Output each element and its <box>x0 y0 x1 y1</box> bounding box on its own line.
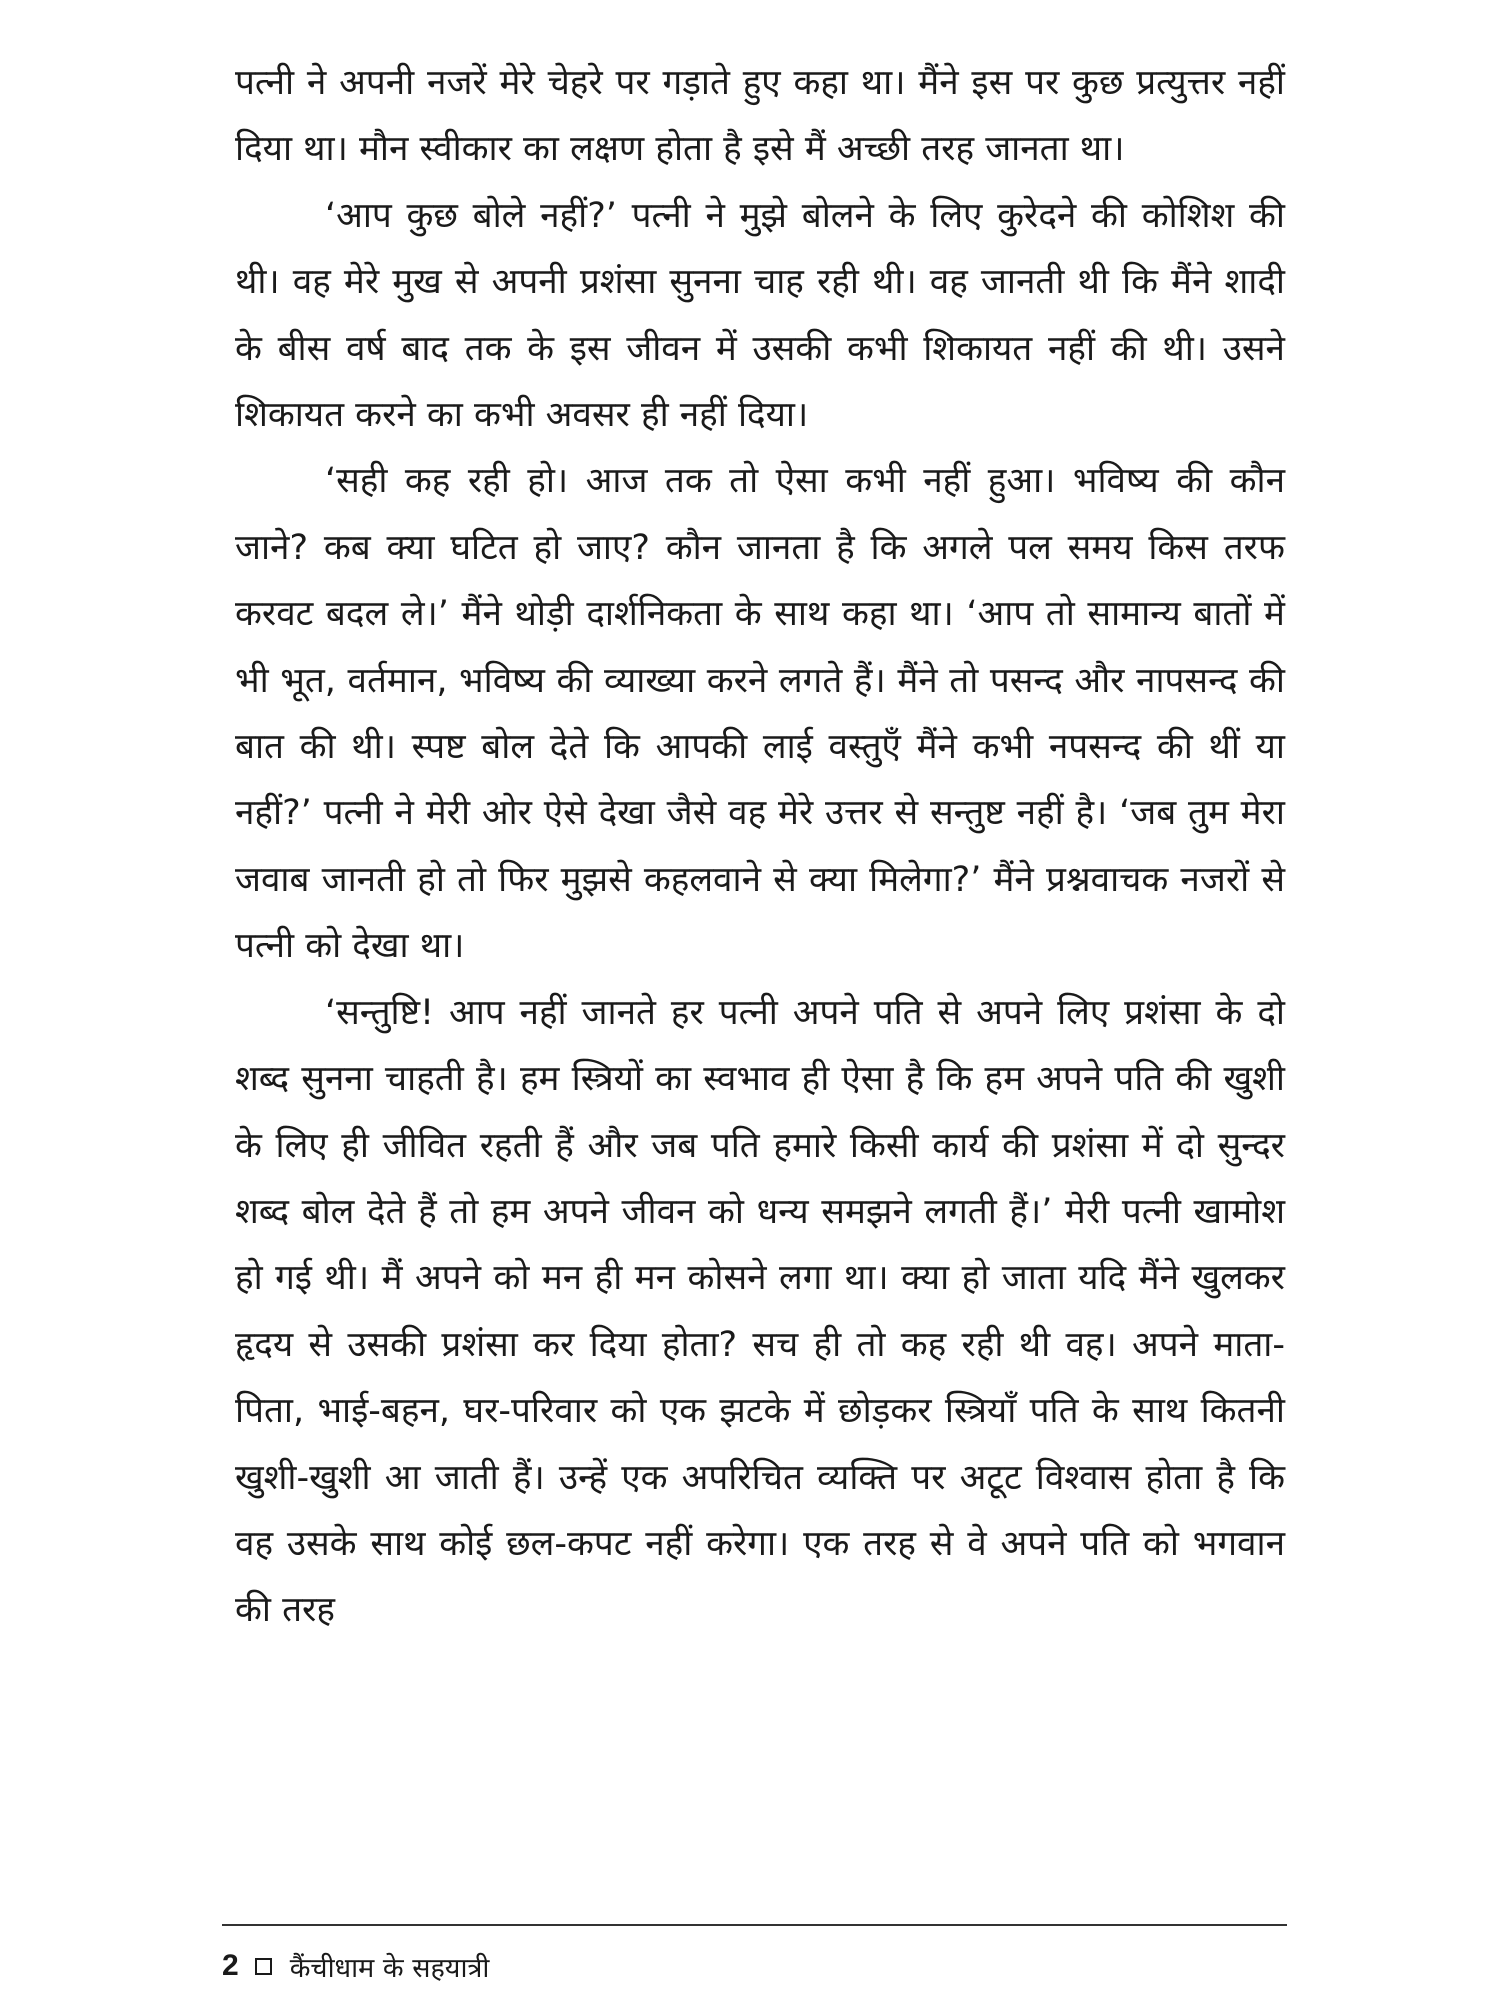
body-text <box>235 50 1285 1644</box>
paragraph-4: ‘सन्तुष्टि! आप नहीं जानते हर पत्नी अपने पति से अपने लिए प्रशंसा के दो शब्द सुनना चाहती है। हम स्त्रियों का स्वभाव ही ऐसा है कि हम अपने पति की खुशी के लिए ही जीवित रहती हैं और जब पति हमारे किसी कार्य की प्रशंसा में दो सुन्दर शब्द बोल देते हैं तो हम अपने जीवन को धन्य समझने लगती हैं।’ मेरी पत्नी खामोश हो गई थी। मैं अपने को मन ही मन कोसने लगा था। क्या हो जाता यदि मैंने खुलकर हृदय से उसकी प्रशंसा कर दिया होता? सच ही तो कह रही थी वह। अपने माता-पिता, भाई-बहन, घर-परिवार को एक झटके में छोड़कर स्त्रियाँ पति के साथ कितनी खुशी-खुशी आ जाती हैं। उन्हें एक अपरिचित व्यक्ति पर अटूट विश्वास होता है कि वह उसके साथ कोई छल-कपट नहीं करेगा। एक तरह से वे अपने पति को भगवान की तरह <box>235 992 1285 1631</box>
footer-divider <box>222 1924 1287 1926</box>
page-footer <box>222 1946 489 1986</box>
paragraph-2: ‘आप कुछ बोले नहीं?’ पत्नी ने मुझे बोलने के लिए कुरेदने की कोशिश की थी। वह मेरे मुख से अपनी प्रशंसा सुनना चाह रही थी। वह जानती थी कि मैंने शादी के बीस वर्ष बाद तक के इस जीवन में उसकी कभी शिकायत नहीं की थी। उसने शिकायत करने का कभी अवसर ही नहीं दिया। <box>235 195 1285 436</box>
book-title: कैंचीधाम के सहयात्री <box>289 1952 490 1984</box>
paragraph-3: ‘सही कह रही हो। आज तक तो ऐसा कभी नहीं हुआ। भविष्य की कौन जाने? कब क्या घटित हो जाए? कौन जानता है कि अगले पल समय किस तरफ करवट बदल ले।’ मैंने थोड़ी दार्शनिकता के साथ कहा था। ‘आप तो सामान्य बातों में भी भूत, वर्तमान, भविष्य की व्याख्या करने लगते हैं। मैंने तो पसन्द और नापसन्द की बात की थी। स्पष्ट बोल देते कि आपकी लाई वस्तुएँ मैंने कभी नपसन्द की थीं या नहीं?’ पत्नी ने मेरी ओर ऐसे देखा जैसे वह मेरे उत्तर से सन्तुष्ट नहीं है। ‘जब तुम मेरा जवाब जानती हो तो फिर मुझसे कहलवाने से क्या मिलेगा?’ मैंने प्रश्नवाचक नजरों से पत्नी को देखा था। <box>235 461 1285 967</box>
square-bullet-icon <box>255 1958 272 1975</box>
paragraph-1: पत्नी ने अपनी नजरें मेरे चेहरे पर गड़ाते हुए कहा था। मैंने इस पर कुछ प्रत्युत्तर नहीं दिया था। मौन स्वीकार का लक्षण होता है इसे मैं अच्छी तरह जानता था। <box>235 63 1285 170</box>
page-number: 2 <box>222 1949 239 1982</box>
